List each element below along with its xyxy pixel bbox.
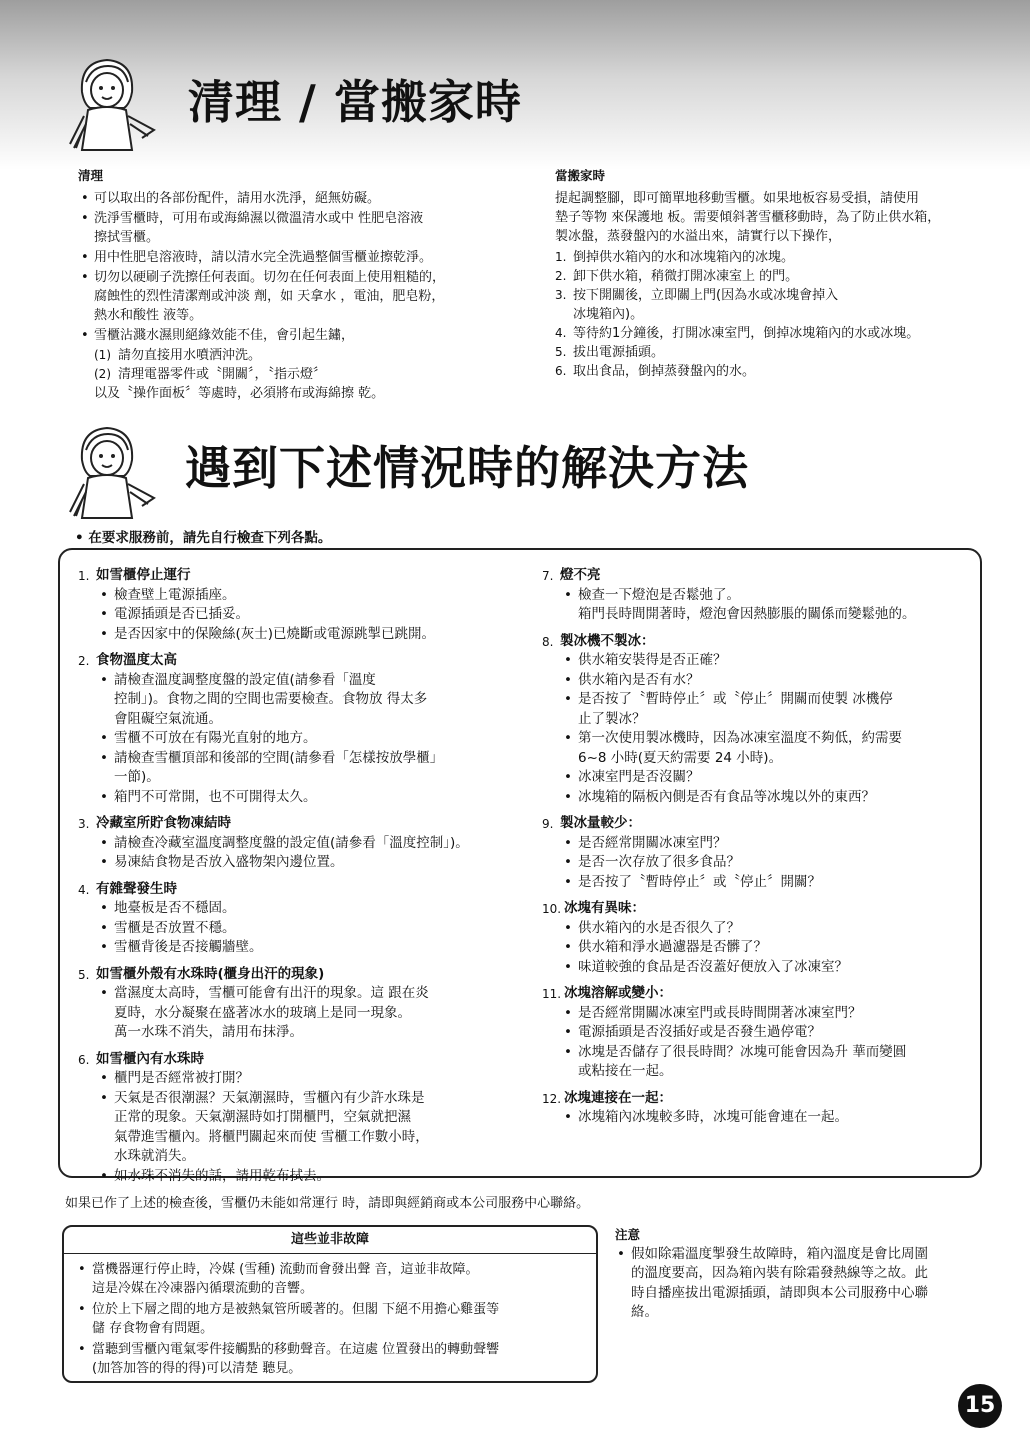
trouble-item: 8. 製冰機不製冰： • 供水箱安裝得是否正確？ • 供水箱內是否有水？ • 是否按了〝暫時停止〞或〝停止〞開關而使製 冰機停 止了製冰？ • 第一次使用製冰機時，因為冰凍室溫度不夠低，約需要 6~8 小時(夏天約需要 24 小時)。 • 冰凍室門是否沒關？ • 冰塊箱的隔板內側是否有食品等冰塊以外的東西？ [542,632,977,808]
caution-section [615,1225,980,1323]
cleaning-item: • 切勿以硬刷子洗擦任何表面。切勿在任何表面上使用粗糙的， 腐蝕性的烈性清潔劑或沖淡 劑，如 天拿水 ，電油，肥皂粉， 熱水和酸性 液等。 [78,268,518,325]
trouble-item: 7. 燈不亮 • 檢查一下燈泡是否鬆弛了。 箱門長時間開著時，燈泡會因熱膨脹的關係而變鬆弛的。 [542,566,977,625]
woman-presenter-icon [62,52,162,152]
moving-heading: 當搬家時 [555,168,606,183]
caution-heading: 注意 [615,1227,641,1242]
moving-intro: 提起調整腳，即可簡單地移動雪櫃。如果地板容易受損，請使用 墊子等物 來保護地 板。需要傾斜著雪櫃移動時，為了防止供水箱， 製冰盤，蒸發盤內的水溢出來，請實行以下操作， [555,191,941,244]
trouble-item: 6. 如雪櫃內有水珠時 • 櫃門是否經常被打開？ • 天氣是否很潮濕？天氣潮濕時，雪櫃內有少許水珠是 正常的現象。天氣潮濕時如打開櫃門，空氣就把濕 氣帶進雪櫃內。將櫃門關起來而使 雪櫃工作數小時， 水珠就消失。 • 如水珠不消失的話，請用乾布拭去。 [78,1050,538,1187]
cleaning-item: • 可以取出的各部份配件，請用水洗淨，絕無妨礙。 [78,189,518,208]
moving-step: 3. 按下開關後，立即關上門(因為水或冰塊會掉入 冰塊箱內)。 [555,288,839,322]
cleaning-subitem: (1) 請勿直接用水噴洒沖洗。 [94,348,262,363]
cleaning-section [78,166,518,403]
moving-step: 2. 卸下供水箱，稍微打開冰凍室上 的門。 [555,269,799,284]
cleaning-item: • 洗淨雪櫃時，可用布或海綿濕以微溫清水或中 性肥皂溶液 擦拭雪櫃。 [78,209,518,247]
cleaning-item: • 用中性肥皂溶液時，請以清水完全洗過整個雪櫃並擦乾淨。 [78,248,518,267]
moving-section [555,166,995,381]
page-number: 15 [958,1384,1002,1428]
moving-step: 1. 倒掉供水箱內的水和冰塊箱內的冰塊。 [555,250,795,265]
trouble-item: 5. 如雪櫃外殼有水珠時(櫃身出汗的現象) • 當濕度太高時，雪櫃可能會有出汗的現象。這 跟在炎 夏時，水分凝聚在盛著冰水的玻璃上是同一現象。 萬一水珠不消失，請用布抹淨。 [78,965,538,1043]
service-check-note: • 在要求服務前，請先自行檢查下列各點。 [75,530,332,546]
caution-text: • 假如除霜溫度掣發生故障時，箱內溫度是會比周圍 的溫度要高，因為箱內裝有除霜發熱線等之故。此 時自播座拔出電源插頭，請即與本公司服務中心聯 絡。 [615,1245,980,1323]
trouble-item: 1. 如雪櫃停止運行 • 檢查壁上電源插座。 • 電源插頭是否已插妥。 • 是否因家中的保險絲(灰士)已燒斷或電源跳掣已跳開。 [78,566,538,644]
cleaning-title: 清理 / 當搬家時 [188,75,522,129]
not-faults-box [62,1225,598,1383]
troubleshooting-title: 遇到下述情況時的解決方法 [185,441,749,495]
woman-presenter-icon [62,420,162,520]
not-fault-item: • 當機器運行停止時，冷媒 (雪種) 流動而會發出聲 音，這並非故障。 這是冷媒在冷凍器內循環流動的音響。 [76,1260,588,1298]
moving-step: 4. 等待約1分鐘後，打開冰凍室門，倒掉冰塊箱內的水或冰塊。 [555,326,920,341]
trouble-item: 12. 冰塊連接在一起： • 冰塊箱內冰塊較多時，冰塊可能會連在一起。 [542,1089,977,1128]
contact-service-note: 如果已作了上述的檢查後，雪櫃仍未能如常運行 時，請即與經銷商或本公司服務中心聯絡。 [65,1196,590,1211]
cleaning-subitem: (2) 清理電器零件或〝開關〞，〝指示燈〞 [94,367,327,382]
trouble-item: 9. 製冰量較少： • 是否經常開關冰凍室門？ • 是否一次存放了很多食品？ • 是否按了〝暫時停止〞或〝停止〞開關？ [542,814,977,892]
trouble-item: 2. 食物溫度太高 • 請檢查溫度調整度盤的設定值(請參看「溫度 控制」)。食物之間的空間也需要檢查。食物放 得太多 會阻礙空氣流通。 • 雪櫃不可放在有陽光直射的地方。 • 請檢查雪櫃頂部和後部的空間(請參看「怎樣按放學櫃」 一節)。 • 箱門不可常開，也不可開得太久。 [78,651,538,807]
trouble-item: 11. 冰塊溶解或變小： • 是否經常開關冰凍室門或長時間開著冰凍室門？ • 電源插頭是否沒插好或是否發生過停電？ • 冰塊是否儲存了很長時間？冰塊可能會因為升 華而變圓 或粘接在一起。 [542,984,977,1082]
moving-step: 5. 拔出電源插頭。 [555,345,665,360]
not-fault-item: • 位於上下層之間的地方是被熱氣管所暖著的。但閣 下絕不用擔心雞蛋等 儲 存食物會有問題。 [76,1300,588,1338]
moving-step: 6. 取出食品，倒掉蒸發盤內的水。 [555,364,756,379]
trouble-item: 10. 冰塊有異味： • 供水箱內的水是否很久了？ • 供水箱和淨水過濾器是否髒了？ • 味道較強的食品是否沒蓋好便放入了冰凍室？ [542,899,977,977]
cleaning-heading: 清理 [78,168,104,183]
trouble-item: 3. 冷藏室所貯食物凍結時 • 請檢查冷藏室溫度調整度盤的設定值(請參看「溫度控制」)。 • 易凍結食物是否放入盛物架內邊位置。 [78,814,538,873]
cleaning-item: • 雪櫃沾濺水濕則絕緣效能不佳，會引起生鏽， [78,326,518,345]
not-faults-heading: 這些並非故障 [64,1227,596,1254]
troubleshooting-left [78,566,538,1193]
not-fault-item: • 當聽到雪櫃內電氣零件接觸點的移動聲音。在這處 位置發出的轉動聲響 (加答加答的得的得)可以清楚 聽見。 [76,1340,588,1378]
trouble-item: 4. 有雜聲發生時 • 地臺板是否不穩固。 • 雪櫃是否放置不穩。 • 雪櫃背後是否接觸牆壁。 [78,880,538,958]
troubleshooting-right [542,566,977,1135]
cleaning-tail: 以及〝操作面板〞等處時，必須將布或海綿擦 乾。 [94,386,385,401]
